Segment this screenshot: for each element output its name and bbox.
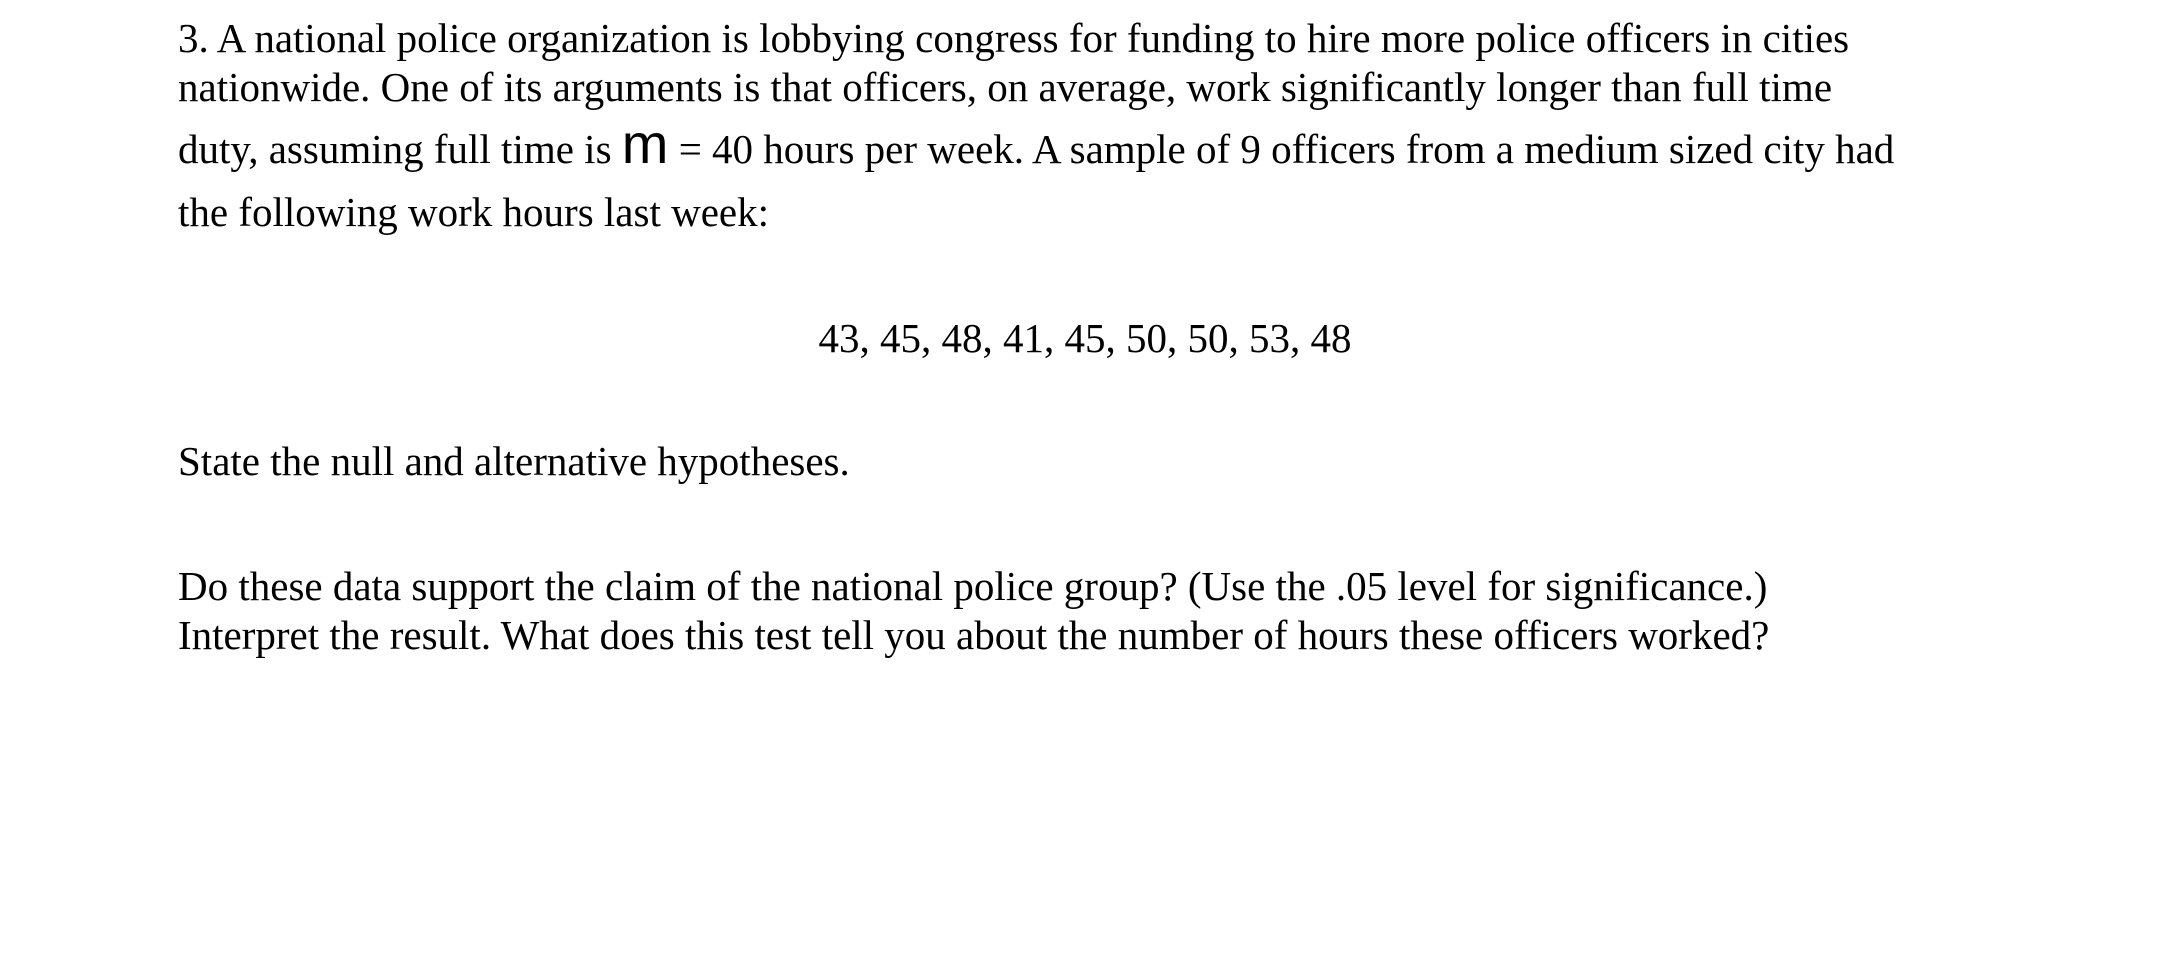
problem-line-3-start: duty, assuming full time is: [178, 126, 622, 172]
problem-line-4: the following work hours last week:: [178, 189, 769, 235]
problem-statement: [178, 14, 2078, 237]
problem-line-3-end: = 40 hours per week. A sample of 9 officers from a medium sized city had: [668, 126, 1895, 172]
problem-line-3: [178, 112, 2078, 175]
problem-line-2: nationwide. One of its arguments is that officers, on average, work significantly longer than full time: [178, 64, 1833, 110]
question-line-2: Interpret the result. What does this test tell you about the number of hours these officers worked?: [178, 612, 1770, 658]
problem-line-1: 3. A national police organization is lobbying congress for funding to hire more police officers in cities: [178, 15, 1850, 61]
hypotheses-prompt: State the null and alternative hypotheses.: [178, 438, 850, 484]
question-line-1: Do these data support the claim of the national police group? (Use the .05 level for significance.): [178, 563, 1768, 609]
mu-symbol: m: [621, 112, 669, 175]
significance-question: [178, 562, 2078, 660]
sample-data-values: 43, 45, 48, 41, 45, 50, 50, 53, 48: [818, 315, 1352, 361]
